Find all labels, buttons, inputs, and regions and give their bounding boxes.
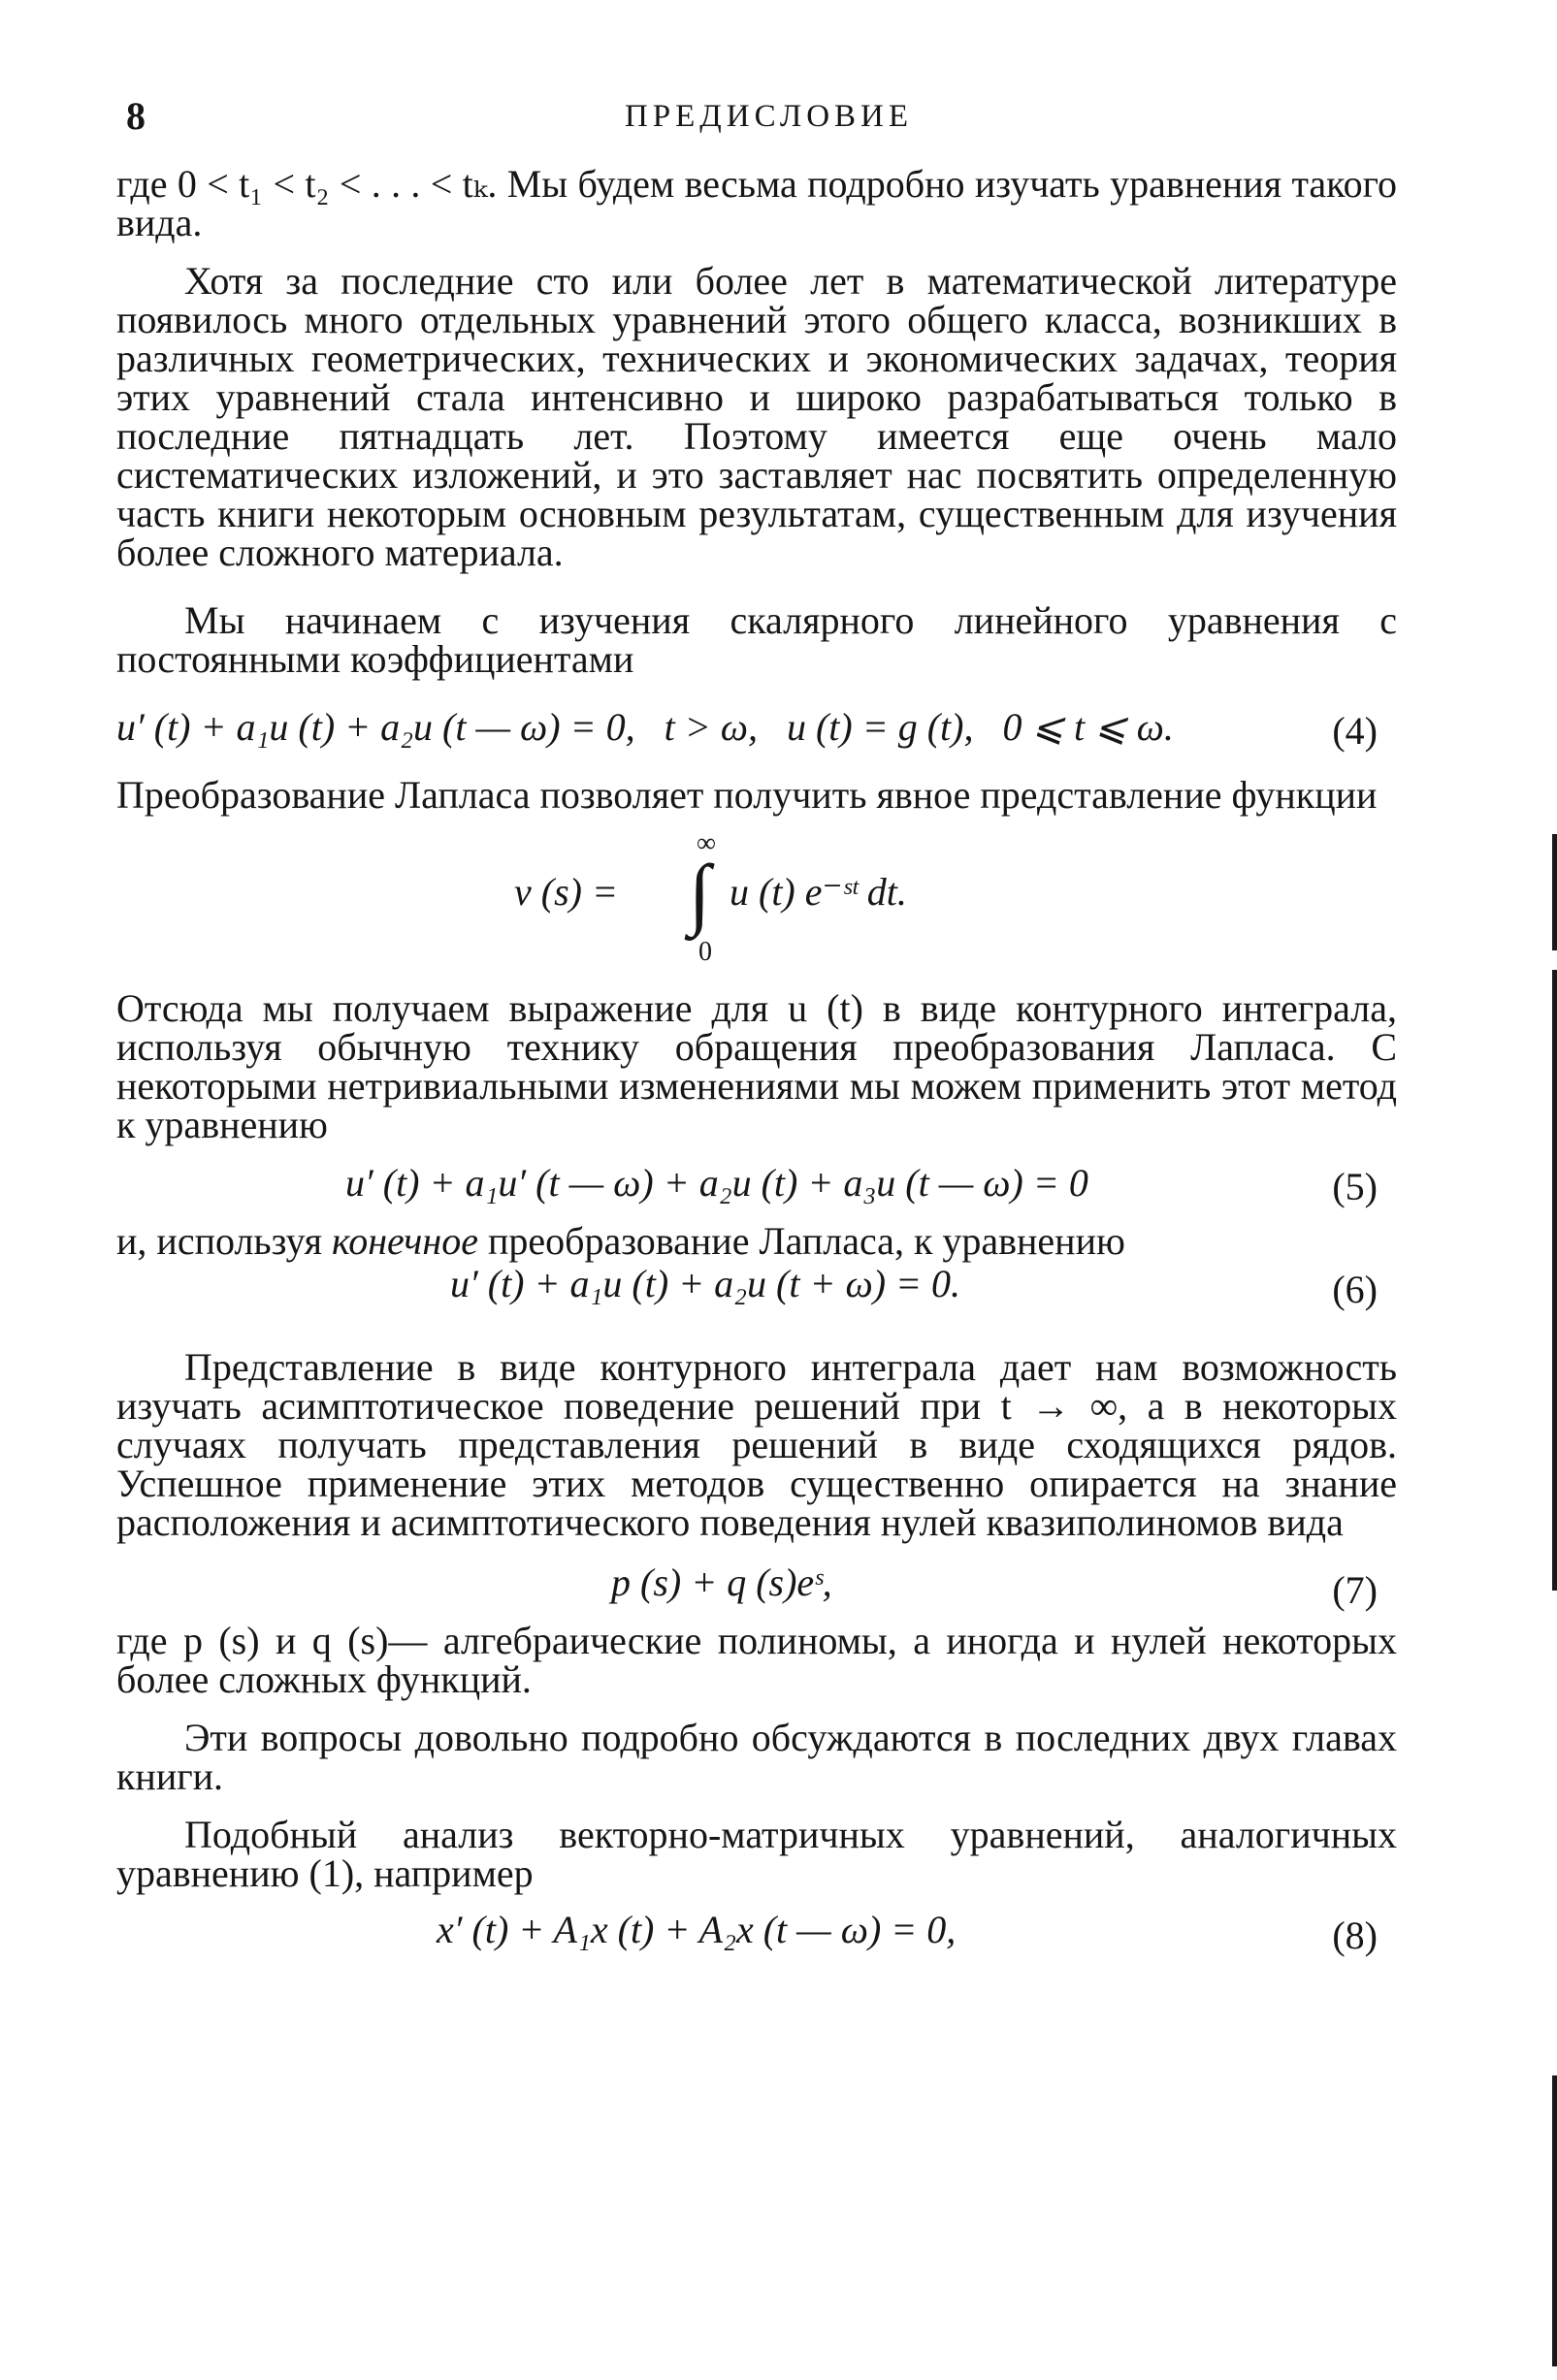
running-header (126, 93, 1411, 142)
paragraph-4: Преобразование Лапласа позволяет получить явное представление функции (116, 773, 1378, 817)
paragraph-6-emphasis: конечное (332, 1219, 478, 1263)
paragraph-10: Подобный анализ векторно-матричных уравнений, аналогичных уравнению (1), например (116, 1813, 1397, 1895)
scan-edge-mark (1552, 970, 1557, 1591)
equation-7-expression: p (s) + q (s)eˢ, (611, 1560, 832, 1604)
paragraph-2: Хотя за последние сто или более лет в математической литературе появилось много отдельных уравнений этого общего класса, возникших в различных геометрических, технических и экономических задачах, теория этих уравнений стала интенсивно и широко разрабатываться только в последние пятнадцать лет. Поэтому имеется еще очень мало систематических изложений, и это заставляет нас посвятить определенную часть книги некоторым основным результатам, существенным для изучения более сложного материала. (116, 259, 1397, 574)
laplace-integral (116, 824, 1397, 970)
equation-6 (116, 1261, 1397, 1317)
integral-upper-limit: ∞ (697, 828, 716, 858)
equation-8 (116, 1907, 1397, 1963)
paragraph-6 (116, 1219, 1397, 1263)
equation-8-expression: x′ (t) + A₁x (t) + A₂x (t — ω) = 0, (437, 1908, 957, 1951)
page-body (116, 162, 1397, 1963)
page-number: 8 (126, 94, 146, 138)
equation-5 (116, 1158, 1397, 1214)
equation-6-number: (6) (1332, 1268, 1378, 1311)
paragraph-5: Отсюда мы получаем выражение для u (t) в виде контурного интеграла, используя обычную технику обращения преобразования Лапласа. С некоторыми нетривиальными изменениями мы можем применить этот метод к уравнению (116, 986, 1397, 1146)
integral-sign: ∫ (689, 849, 711, 937)
equation-6-expression: u′ (t) + a₁u (t) + a₂u (t + ω) = 0. (450, 1262, 961, 1305)
equation-4-number: (4) (1332, 709, 1378, 753)
equation-8-number: (8) (1332, 1914, 1378, 1957)
equation-4 (116, 700, 1397, 756)
paragraph-9: Эти вопросы довольно подробно обсуждаются в последних двух главах книги. (116, 1716, 1397, 1798)
scan-edge-mark (1552, 2075, 1557, 2366)
paragraph-6-start: и, используя (116, 1219, 323, 1263)
integral-rhs: u (t) e⁻ˢᵗ dt. (730, 870, 907, 914)
paragraph-1: где 0 < t₁ < t₂ < . . . < tₖ. Мы будем весьма подробно изучать уравнения такого вида. (116, 162, 1397, 244)
paragraph-6-end: преобразование Лапласа, к уравнению (487, 1219, 1125, 1263)
paragraph-7: Представление в виде контурного интеграла дает нам возможность изучать асимптотическое поведение решений при t → ∞, а в некоторых случаях получать представления решений в виде сходящихся рядов. Успешное применение этих методов существенно опирается на знание расположения и асимптотического поведения нулей квазиполиномов вида (116, 1345, 1397, 1544)
equation-7 (116, 1560, 1397, 1616)
equation-7-number: (7) (1332, 1568, 1378, 1612)
integral-lower-limit: 0 (698, 937, 712, 967)
equation-5-number: (5) (1332, 1165, 1378, 1208)
running-title: ПРЕДИСЛОВИЕ (624, 99, 914, 134)
equation-5-expression: u′ (t) + a₁u′ (t — ω) + a₂u (t) + a₃u (t — ω) = 0 (345, 1161, 1088, 1205)
integral-lhs: v (s) = (514, 870, 618, 914)
equation-4-expression: u′ (t) + a₁u (t) + a₂u (t — ω) = 0, t > ω, u (t) = g (t), 0 ⩽ t ⩽ ω. (116, 705, 1174, 749)
paragraph-8: где p (s) и q (s)— алгебраические полиномы, а иногда и нулей некоторых более сложных функций. (116, 1619, 1397, 1701)
scan-edge-mark (1552, 834, 1557, 950)
paragraph-3: Мы начинаем с изучения скалярного линейного уравнения с постоянными коэффициентами (116, 598, 1397, 681)
